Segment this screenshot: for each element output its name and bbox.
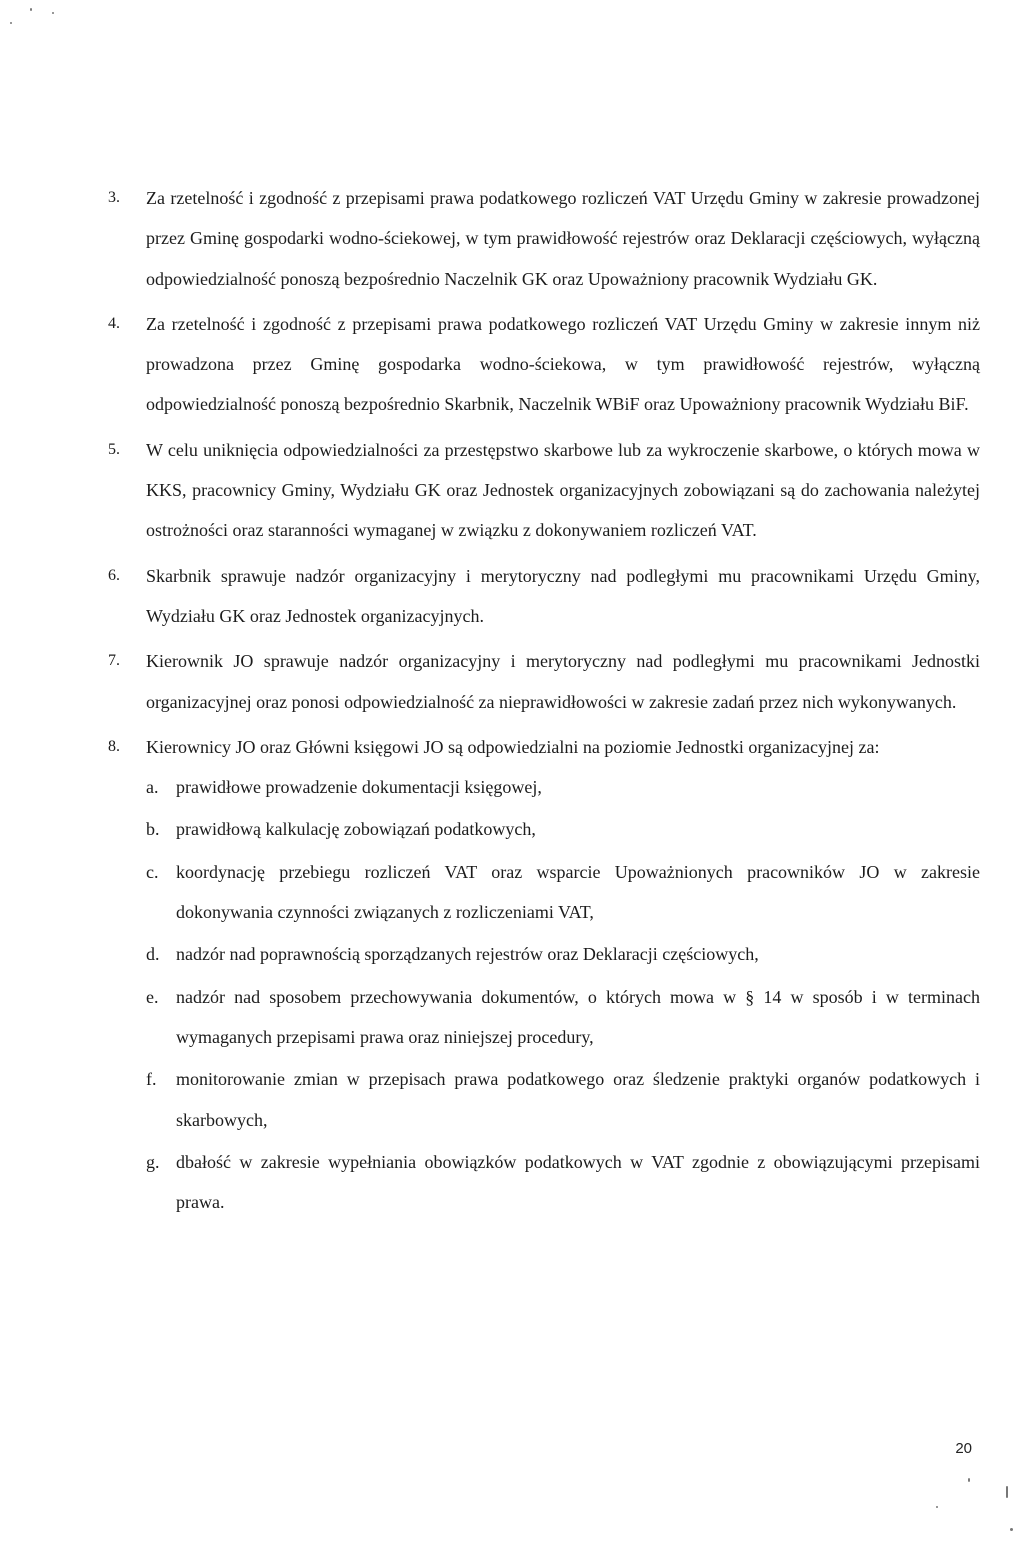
sub-item (146, 977, 980, 1058)
sub-item-letter: d. (146, 944, 160, 965)
scan-speck (936, 1506, 938, 1508)
sub-list (146, 767, 980, 1222)
item-number: 4. (108, 314, 120, 332)
page-number: 20 (955, 1440, 972, 1457)
numbered-item (108, 641, 980, 722)
sub-item-text: nadzór nad poprawnością sporządzanych rejestrów oraz Deklaracji częściowych, (176, 944, 759, 965)
numbered-item (108, 556, 980, 637)
sub-item-text: koordynację przebiegu rozliczeń VAT oraz wsparcie Upoważnionych pracowników JO w zakresie dokonywania czynności związanych z rozliczeniami VAT, (176, 861, 980, 923)
scan-speck (1006, 1486, 1008, 1498)
item-number: 3. (108, 189, 120, 206)
numbered-item (108, 178, 980, 299)
sub-item-text: dbałość w zakresie wypełniania obowiązków podatkowych w VAT zgodnie z obowiązującymi przepisami prawa. (176, 1151, 980, 1213)
item-number: 5. (108, 440, 120, 458)
sub-item-letter: a. (146, 777, 159, 798)
item-number: 6. (108, 566, 120, 584)
scan-speck (30, 8, 32, 11)
item-text: Za rzetelność i zgodność z przepisami prawa podatkowego rozliczeń VAT Urzędu Gminy w zakresie prowadzonej przez Gminę gospodarki wodno-ściekowej, w tym prawidłowość rejestrów oraz Deklaracji częściowych, wyłączną odpowiedzialność ponoszą bezpośrednio Naczelnik GK oraz Upoważniony pracownik Wydziału GK. (146, 188, 980, 289)
sub-item-letter: f. (146, 1069, 157, 1090)
sub-item-letter: c. (146, 861, 159, 882)
item-number: 7. (108, 652, 120, 670)
item-number: 8. (108, 737, 120, 755)
sub-item-letter: g. (146, 1151, 160, 1172)
scan-speck (52, 12, 54, 14)
sub-item-text: nadzór nad sposobem przechowywania dokumentów, o których mowa w § 14 w sposób i w terminach wymaganych przepisami prawa oraz niniejszej procedury, (176, 986, 980, 1047)
scan-speck (1010, 1528, 1013, 1531)
numbered-item (108, 727, 980, 1223)
item-text: Kierownik JO sprawuje nadzór organizacyjny i merytoryczny nad podległymi mu pracownikami Jednostki organizacyjnej oraz ponosi odpowiedzialność za nieprawidłowości w zakresie zadań przez nich wykonywanych. (146, 651, 980, 712)
numbered-item (108, 430, 980, 551)
sub-item (146, 767, 980, 807)
sub-item-text: prawidłową kalkulację zobowiązań podatkowych, (176, 819, 536, 840)
sub-item-text: monitorowanie zmian w przepisach prawa podatkowego oraz śledzenie praktyki organów podatkowych i skarbowych, (176, 1069, 980, 1130)
sub-item (146, 934, 980, 974)
item-text: Kierownicy JO oraz Główni księgowi JO są odpowiedzialni na poziomie Jednostki organizacyjnej za: (146, 736, 880, 757)
sub-item (146, 852, 980, 933)
item-text: Za rzetelność i zgodność z przepisami prawa podatkowego rozliczeń VAT Urzędu Gminy w zakresie innym niż prowadzona przez Gminę gospodarka wodno-ściekowa, w tym prawidłowość rejestrów, wyłączną odpowiedzialność ponoszą bezpośrednio Skarbnik, Naczelnik WBiF oraz Upoważniony pracownik Wydziału BiF. (146, 313, 980, 415)
sub-item-letter: b. (146, 819, 160, 840)
document-body (108, 178, 980, 1227)
sub-item (146, 809, 980, 849)
sub-item (146, 1059, 980, 1140)
sub-item-letter: e. (146, 986, 159, 1007)
item-text: Skarbnik sprawuje nadzór organizacyjny i merytoryczny nad podległymi mu pracownikami Urzędu Gminy, Wydziału GK oraz Jednostek organizacyjnych. (146, 565, 980, 626)
sub-item-text: prawidłowe prowadzenie dokumentacji księgowej, (176, 777, 542, 798)
numbered-item (108, 304, 980, 425)
item-text: W celu uniknięcia odpowiedzialności za przestępstwo skarbowe lub za wykroczenie skarbowe, o których mowa w KKS, pracownicy Gminy, Wydziału GK oraz Jednostek organizacyjnych zobowiązani są do zachowania należytej ostrożności oraz staranności wymaganej w związku z dokonywaniem rozliczeń VAT. (146, 439, 980, 541)
scan-speck (968, 1478, 970, 1482)
scan-speck (10, 22, 12, 24)
sub-item (146, 1142, 980, 1223)
